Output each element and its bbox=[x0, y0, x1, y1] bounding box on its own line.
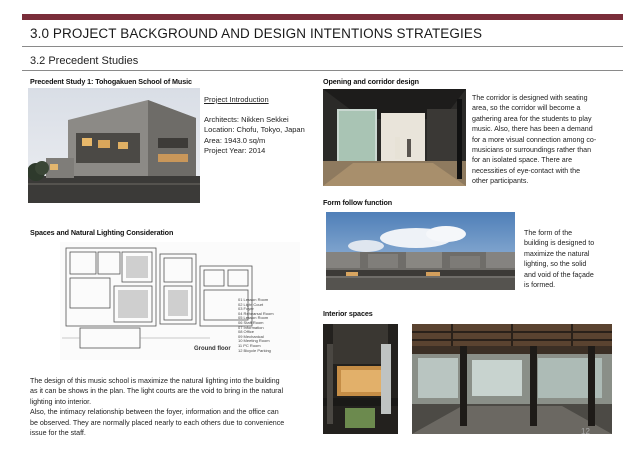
facade-photo bbox=[326, 212, 515, 290]
corridor-description: The corridor is designed with seating area, so the corridor will become a gathering area for the students to play music. Also, there has been a demand for a more visual connection among co- musicians or surroundings rather than for an isolated space. There are necessities of eye-contact with the other participants. bbox=[472, 94, 597, 186]
section-subtitle: 3.2 Precedent Studies bbox=[30, 55, 139, 67]
project-introduction bbox=[204, 95, 305, 157]
lighting-heading: Spaces and Natural Lighting Consideration bbox=[30, 228, 174, 237]
building-exterior-photo bbox=[28, 88, 200, 203]
plan-legend: 01 Lesson Room 02 Light Court 03 Foyer 04 Rehearsal Room 05 Lesson Room 06 Staff Room 07 Information 08 Office 09 Mechanical 10 Meeting Room 11 PC Room 12 Bicycle Parking bbox=[238, 297, 274, 353]
form-heading: Form follow function bbox=[323, 198, 393, 207]
interior-heading: Interior spaces bbox=[323, 309, 373, 318]
intro-area: Area: 1943.0 sq/m bbox=[204, 135, 266, 145]
form-description: The form of the building is designed to maximize the natural lighting, so the solid and void of the façade is formed. bbox=[524, 229, 595, 290]
page-title: 3.0 PROJECT BACKGROUND AND DESIGN INTENTIONS STRATEGIES bbox=[30, 26, 483, 41]
precedent-heading: Precedent Study 1: Tohogakuen School of Music bbox=[30, 77, 192, 86]
page-number: 12 bbox=[581, 427, 590, 436]
corridor-photo bbox=[323, 89, 466, 186]
accent-bar bbox=[22, 14, 623, 20]
interior-atrium-photo bbox=[323, 324, 398, 434]
corridor-heading: Opening and corridor design bbox=[323, 77, 419, 86]
intro-location: Location: Chofu, Tokyo, Japan bbox=[204, 125, 305, 134]
intro-year: Project Year: 2014 bbox=[204, 146, 266, 155]
interior-hall-photo bbox=[412, 324, 612, 434]
subtitle-divider bbox=[22, 70, 623, 71]
lighting-description: The design of this music school is maximize the natural lighting into the building as it can be shows in the plan. The light courts are the void to bring in the natural lighting into interior. Also, the intimacy relationship between the foyer, information and the office can be observed. They are normally placed nearly to each others due to convenience issue for the staff. bbox=[30, 377, 285, 438]
title-divider bbox=[22, 46, 623, 47]
intro-heading: Project Introduction bbox=[204, 95, 269, 104]
ground-floor-plan bbox=[60, 242, 300, 360]
intro-architects: Architects: Nikken Sekkei bbox=[204, 114, 289, 124]
plan-ground-floor-label: Ground floor bbox=[194, 346, 231, 352]
